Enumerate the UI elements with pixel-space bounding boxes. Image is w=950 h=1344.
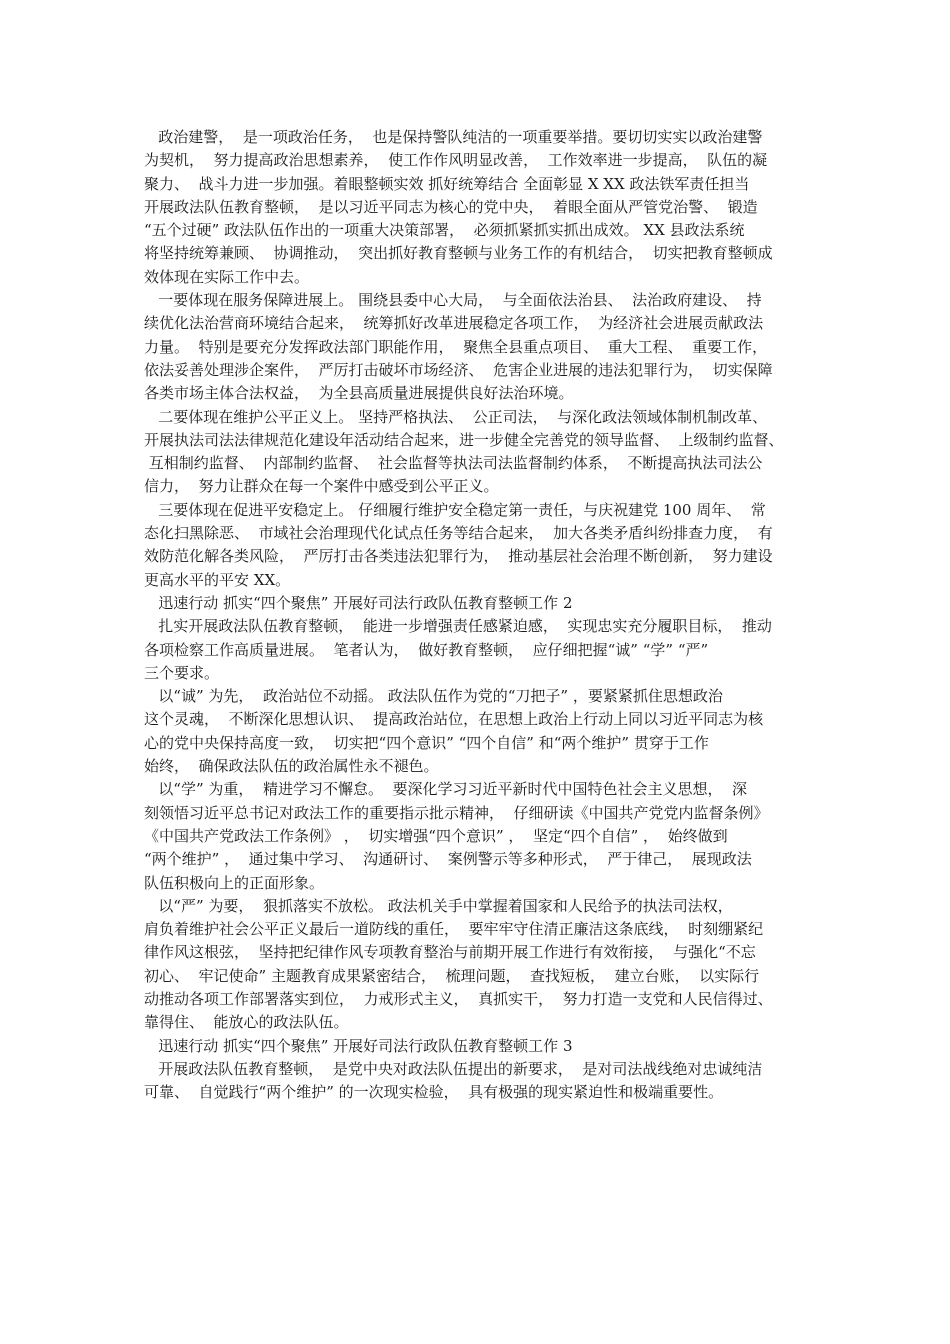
text-line: 迅速行动 抓实“四个聚焦” 开展好司法行政队伍教育整顿工作 3 bbox=[144, 1036, 573, 1055]
text-line: 为契机， 努力提高政治思想素养， 使工作作风明显改善， 工作效率进一步提高， 队伍的凝 bbox=[144, 151, 768, 170]
paragraph-p9 bbox=[144, 895, 820, 1035]
text-line: 政治建警， 是一项政治任务， 也是保持警队纯洁的一项重要举措。要切切实实以政治建警 bbox=[144, 128, 763, 146]
text-line: 三个要求。 bbox=[144, 663, 220, 682]
text-line: 三要体现在促进平安稳定上。 仔细履行维护安全稳定第一责任，与庆祝建党 100 周年、 常 bbox=[144, 500, 766, 519]
text-line: 信力， 努力让群众在每一个案件中感受到公平正义。 bbox=[144, 477, 499, 496]
document-body bbox=[144, 126, 820, 1104]
paragraph-p4 bbox=[144, 499, 820, 592]
paragraph-p8 bbox=[144, 778, 820, 894]
text-line: 可靠、 自觉践行“两个维护” 的一次现实检验， 具有极强的现实紧迫性和极端重要性。 bbox=[144, 1083, 724, 1102]
text-line: 这个灵魂， 不断深化思想认识、 提高政治站位，在思想上政治上行动上同以习近平同志为核 bbox=[144, 710, 764, 729]
text-line: 力量。 特别是要充分发挥政法部门职能作用， 聚焦全县重点项目、 重大工程、 重要工作， bbox=[144, 337, 768, 356]
text-line: 以“学” 为重， 精进学习不懈怠。 要深化学习习近平新时代中国特色社会主义思想， 深 bbox=[144, 780, 748, 799]
text-line: 刻领悟习近平总书记对政法工作的重要指示批示精神， 仔细研读《中国共产党党内监督条例》 bbox=[144, 803, 769, 822]
text-line: 律作风这根弦， 坚持把纪律作风专项教育整治与前期开展工作进行有效衔接， 与强化“不忘 bbox=[144, 943, 756, 962]
text-line: 一要体现在服务保障进展上。 围绕县委中心大局， 与全面依法治县、 法治政府建设、 持 bbox=[144, 291, 762, 310]
text-line: 动推动各项工作部署落实到位， 力戒形式主义， 真抓实干， 努力打造一支党和人民信得过、 bbox=[144, 989, 773, 1008]
paragraph-p10 bbox=[144, 1035, 820, 1058]
paragraph-p11 bbox=[144, 1058, 820, 1105]
text-line: 迅速行动 抓实“四个聚焦” 开展好司法行政队伍教育整顿工作 2 bbox=[144, 593, 573, 612]
paragraph-p7 bbox=[144, 685, 820, 778]
text-line: 续优化法治营商环境结合起来， 统筹抓好改革进展稳定各项工作， 为经济社会进展贡献政法 bbox=[144, 314, 764, 333]
paragraph-p5 bbox=[144, 592, 820, 615]
text-line: 初心、 牢记使命” 主题教育成果紧密结合， 梳理问题， 查找短板， 建立台账， 以实际行 bbox=[144, 966, 760, 985]
text-line: 效防范化解各类风险， 严厉打击各类违法犯罪行为， 推动基层社会治理不断创新， 努力建设 bbox=[144, 547, 773, 566]
text-line: 各项检察工作高质量进展。 笔者认为， 做好教育整顿， 应仔细把握“诚” “学” “严” bbox=[144, 640, 709, 659]
text-line: 态化扫黑除恶、 市域社会治理现代化试点任务等结合起来， 加大各类矛盾纠纷排查力度， 有 bbox=[144, 524, 773, 543]
text-line: 队伍积极向上的正面形象。 bbox=[144, 873, 325, 892]
text-line: 开展政法队伍教育整顿， 是党中央对政法队伍提出的新要求， 是对司法战线绝对忠诚纯洁 bbox=[144, 1059, 763, 1078]
text-line: 互相制约监督、 内部制约监督、 社会监督等执法司法监督制约体系， 不断提高执法司法公 bbox=[144, 454, 763, 473]
text-line: 心的党中央保持高度一致， 切实把“四个意识” “四个自信” 和“两个维护” 贯穿于工作 bbox=[144, 733, 709, 752]
text-line: 靠得住、 能放心的政法队伍。 bbox=[144, 1013, 349, 1032]
text-line: 开展执法司法法律规范化建设年活动结合起来，进一步健全完善党的领导监督、 上级制约监督、 bbox=[144, 430, 784, 449]
text-line: “五个过硬” 政法队伍作出的一项重大决策部署， 必须抓紧抓实抓出成效。 XX 县政法系统 bbox=[144, 221, 745, 240]
text-line: 聚力、 战斗力进一步加强。着眼整顿实效 抓好统筹结合 全面彰显 X XX 政法铁军责任担当 bbox=[144, 174, 750, 193]
text-line: 更高水平的平安 XX。 bbox=[144, 570, 291, 589]
text-line: 依法妥善处理涉企案件， 严厉打击破坏市场经济、 危害企业进展的违法犯罪行为， 切实保障 bbox=[144, 360, 773, 379]
paragraph-p2 bbox=[144, 289, 820, 405]
text-line: 以“严” 为要， 狠抓落实不放松。 政法机关手中掌握着国家和人民给予的执法司法权， bbox=[144, 896, 733, 915]
text-line: 将坚持统筹兼顾、 协调推动， 突出抓好教育整顿与业务工作的有机结合， 切实把教育整顿成 bbox=[144, 244, 773, 263]
text-line: 肩负着维护社会公平正义最后一道防线的重任， 要牢牢守住清正廉洁这条底线， 时刻绷紧纪 bbox=[144, 920, 764, 939]
text-line: 各类市场主体合法权益， 为全县高质量进展提供良好法治环境。 bbox=[144, 384, 574, 403]
paragraph-p3 bbox=[144, 406, 820, 499]
text-line: “两个维护” ， 通过集中学习、 沟通研讨、 案例警示等多种形式， 严于律己， 展现政法 bbox=[144, 850, 752, 869]
text-line: 效体现在实际工作中去。 bbox=[144, 267, 310, 286]
text-line: 二要体现在维护公平正义上。 坚持严格执法、 公正司法， 与深化政法领域体制机制改革、 bbox=[144, 407, 768, 426]
paragraph-p1 bbox=[144, 126, 820, 289]
text-line: 始终， 确保政法队伍的政治属性永不褪色。 bbox=[144, 757, 439, 776]
text-line: 扎实开展政法队伍教育整顿， 能进一步增强责任感紧迫感， 实现忠实充分履职目标， 推动 bbox=[144, 617, 772, 636]
text-line: 开展政法队伍教育整顿， 是以习近平同志为核心的党中央， 着眼全面从严管党治警、 锻造 bbox=[144, 197, 758, 216]
text-line: 以“诚” 为先， 政治站位不动摇。 政法队伍作为党的“刀把子” ，要紧紧抓住思想政治 bbox=[144, 687, 723, 706]
paragraph-p6 bbox=[144, 615, 820, 685]
text-line: 《中国共产党政法工作条例》 ， 切实增强“四个意识” ， 坚定“四个自信” ， 始终做到 bbox=[144, 826, 728, 845]
